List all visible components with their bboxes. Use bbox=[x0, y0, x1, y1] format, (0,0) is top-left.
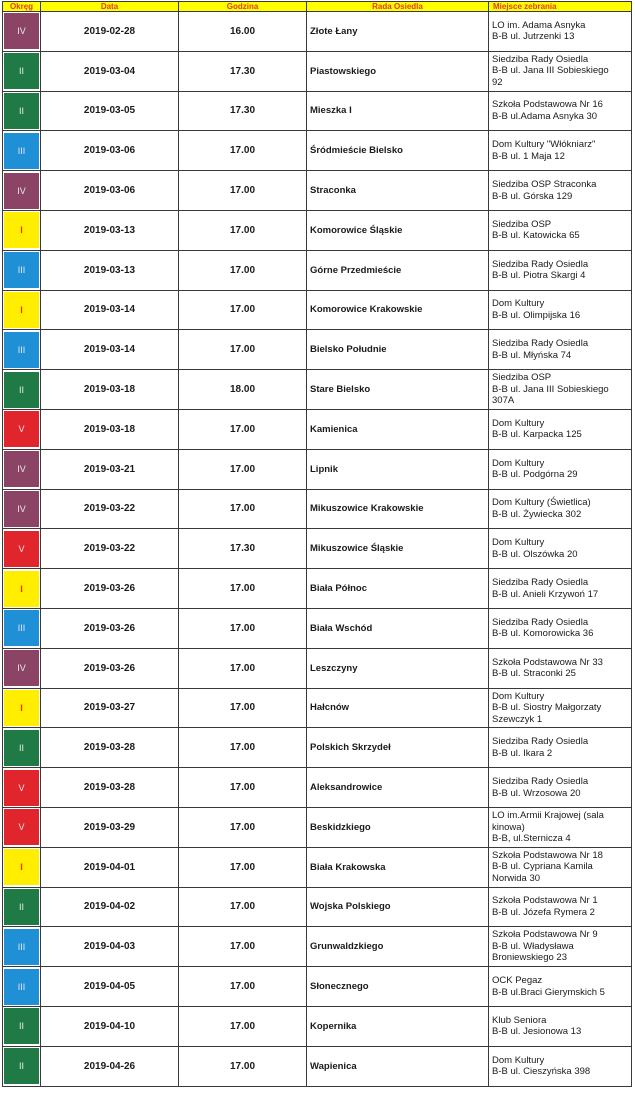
location-line: B-B ul. Podgórna 29 bbox=[492, 469, 578, 481]
location-line: Siedziba Rady Osiedla bbox=[492, 338, 589, 350]
location-cell bbox=[489, 847, 632, 887]
council-cell: Komorowice Śląskie bbox=[307, 210, 489, 250]
location-line: B-B ul. Piotra Skargi 4 bbox=[492, 270, 586, 282]
header-miejsce: Miejsce zebrania bbox=[489, 2, 632, 12]
district-cell bbox=[3, 370, 41, 410]
table-body bbox=[3, 12, 632, 1087]
location-cell bbox=[489, 967, 632, 1007]
date-cell: 2019-03-18 bbox=[41, 370, 179, 410]
location-line: B-B ul. Władysława bbox=[492, 940, 574, 952]
location-line: Siedziba Rady Osiedla bbox=[492, 616, 589, 628]
time-cell: 17.00 bbox=[179, 449, 307, 489]
location-cell bbox=[489, 409, 632, 449]
location-cell bbox=[489, 728, 632, 768]
location-line: B-B ul. Straconki 25 bbox=[492, 668, 576, 680]
location-line: Dom Kultury bbox=[492, 690, 545, 702]
location-line: Dom Kultury (Świetlica) bbox=[492, 497, 591, 509]
district-badge: V bbox=[4, 770, 39, 806]
location-line: Szkoła Podstawowa Nr 1 bbox=[492, 895, 598, 907]
time-cell: 17.00 bbox=[179, 967, 307, 1007]
table-row bbox=[3, 370, 632, 410]
location-line: B-B ul. Młyńska 74 bbox=[492, 349, 572, 361]
location-line: Dom Kultury bbox=[492, 298, 545, 310]
district-badge: III bbox=[4, 610, 39, 646]
district-badge: III bbox=[4, 252, 39, 288]
location-cell bbox=[489, 131, 632, 171]
time-cell: 17.30 bbox=[179, 529, 307, 569]
location-cell bbox=[489, 210, 632, 250]
location-cell bbox=[489, 91, 632, 131]
district-cell bbox=[3, 887, 41, 927]
location-line: B-B ul. Siostry Małgorzaty bbox=[492, 702, 602, 714]
location-line: B-B, ul.Sternicza 4 bbox=[492, 833, 571, 845]
date-cell: 2019-04-26 bbox=[41, 1046, 179, 1086]
date-cell: 2019-03-06 bbox=[41, 131, 179, 171]
district-cell bbox=[3, 449, 41, 489]
council-cell: Górne Przedmieście bbox=[307, 250, 489, 290]
district-badge: IV bbox=[4, 13, 39, 49]
location-line: B-B ul. Olimpijska 16 bbox=[492, 309, 581, 321]
location-line: B-B ul. Cieszyńska 398 bbox=[492, 1066, 591, 1078]
location-line: B-B ul. 1 Maja 12 bbox=[492, 150, 565, 162]
council-cell: Kamienica bbox=[307, 409, 489, 449]
time-cell: 17.00 bbox=[179, 569, 307, 609]
council-cell: Śródmieście Bielsko bbox=[307, 131, 489, 171]
district-cell bbox=[3, 171, 41, 211]
location-cell bbox=[489, 927, 632, 967]
date-cell: 2019-04-03 bbox=[41, 927, 179, 967]
time-cell: 18.00 bbox=[179, 370, 307, 410]
location-line: B-B ul. Józefa Rymera 2 bbox=[492, 906, 595, 918]
district-cell bbox=[3, 290, 41, 330]
table-row bbox=[3, 489, 632, 529]
table-header-row bbox=[3, 2, 632, 12]
table-row bbox=[3, 1046, 632, 1086]
district-badge: V bbox=[4, 411, 39, 447]
district-cell bbox=[3, 927, 41, 967]
table-row bbox=[3, 807, 632, 847]
district-cell bbox=[3, 529, 41, 569]
district-cell bbox=[3, 608, 41, 648]
location-line: Dom Kultury bbox=[492, 417, 545, 429]
location-cell bbox=[489, 250, 632, 290]
location-cell bbox=[489, 290, 632, 330]
district-cell bbox=[3, 807, 41, 847]
council-cell: Hałcnów bbox=[307, 688, 489, 728]
district-badge: I bbox=[4, 849, 39, 885]
date-cell: 2019-04-01 bbox=[41, 847, 179, 887]
district-badge: I bbox=[4, 571, 39, 607]
district-badge: II bbox=[4, 372, 39, 408]
time-cell: 17.00 bbox=[179, 489, 307, 529]
council-cell: Polskich Skrzydeł bbox=[307, 728, 489, 768]
district-cell bbox=[3, 1006, 41, 1046]
table-row bbox=[3, 91, 632, 131]
table-row bbox=[3, 51, 632, 91]
council-cell: Złote Łany bbox=[307, 12, 489, 52]
time-cell: 17.00 bbox=[179, 768, 307, 808]
location-cell bbox=[489, 330, 632, 370]
district-cell bbox=[3, 768, 41, 808]
table-row bbox=[3, 250, 632, 290]
location-line: Siedziba Rady Osiedla bbox=[492, 776, 589, 788]
location-line: Dom Kultury bbox=[492, 1054, 545, 1066]
time-cell: 17.00 bbox=[179, 728, 307, 768]
time-cell: 17.00 bbox=[179, 648, 307, 688]
date-cell: 2019-03-22 bbox=[41, 489, 179, 529]
date-cell: 2019-03-21 bbox=[41, 449, 179, 489]
table-row bbox=[3, 409, 632, 449]
header-godzina: Godzina bbox=[179, 2, 307, 12]
table-row bbox=[3, 449, 632, 489]
location-line: Dom Kultury "Włókniarz" bbox=[492, 139, 596, 151]
location-line: B-B ul. Jesionowa 13 bbox=[492, 1026, 582, 1038]
location-cell bbox=[489, 688, 632, 728]
district-cell bbox=[3, 91, 41, 131]
district-cell bbox=[3, 51, 41, 91]
district-cell bbox=[3, 569, 41, 609]
table-row bbox=[3, 171, 632, 211]
district-cell bbox=[3, 250, 41, 290]
location-line: LO im. Adama Asnyka bbox=[492, 19, 586, 31]
location-cell bbox=[489, 529, 632, 569]
location-line: B-B ul. Górska 129 bbox=[492, 190, 573, 202]
district-cell bbox=[3, 847, 41, 887]
location-line: Norwida 30 bbox=[492, 872, 541, 884]
location-cell bbox=[489, 449, 632, 489]
time-cell: 17.30 bbox=[179, 51, 307, 91]
location-line: Siedziba OSP bbox=[492, 218, 552, 230]
council-cell: Leszczyny bbox=[307, 648, 489, 688]
location-line: Dom Kultury bbox=[492, 457, 545, 469]
table-row bbox=[3, 967, 632, 1007]
location-line: B-B ul. Jana III Sobieskiego bbox=[492, 65, 609, 77]
table-row bbox=[3, 648, 632, 688]
time-cell: 17.00 bbox=[179, 688, 307, 728]
location-cell bbox=[489, 51, 632, 91]
district-cell bbox=[3, 1046, 41, 1086]
table-row bbox=[3, 927, 632, 967]
district-badge: III bbox=[4, 929, 39, 965]
time-cell: 16.00 bbox=[179, 12, 307, 52]
council-cell: Mieszka I bbox=[307, 91, 489, 131]
council-cell: Kopernika bbox=[307, 1006, 489, 1046]
time-cell: 17.00 bbox=[179, 290, 307, 330]
table-row bbox=[3, 887, 632, 927]
district-cell bbox=[3, 648, 41, 688]
date-cell: 2019-03-26 bbox=[41, 648, 179, 688]
table-row bbox=[3, 768, 632, 808]
council-cell: Biała Krakowska bbox=[307, 847, 489, 887]
location-cell bbox=[489, 768, 632, 808]
time-cell: 17.00 bbox=[179, 1006, 307, 1046]
date-cell: 2019-03-04 bbox=[41, 51, 179, 91]
location-line: Szkoła Podstawowa Nr 16 bbox=[492, 99, 603, 111]
district-cell bbox=[3, 12, 41, 52]
district-badge: IV bbox=[4, 451, 39, 487]
date-cell: 2019-03-26 bbox=[41, 608, 179, 648]
location-line: B-B ul. Katowicka 65 bbox=[492, 230, 580, 242]
date-cell: 2019-02-28 bbox=[41, 12, 179, 52]
location-line: Siedziba Rady Osiedla bbox=[492, 577, 589, 589]
location-line: B-B ul. Wrzosowa 20 bbox=[492, 787, 581, 799]
table-row bbox=[3, 569, 632, 609]
location-line: Siedziba OSP Straconka bbox=[492, 179, 597, 191]
council-cell: Wapienica bbox=[307, 1046, 489, 1086]
time-cell: 17.00 bbox=[179, 171, 307, 211]
time-cell: 17.30 bbox=[179, 91, 307, 131]
district-badge: II bbox=[4, 1048, 39, 1084]
table-row bbox=[3, 1006, 632, 1046]
location-cell bbox=[489, 887, 632, 927]
time-cell: 17.00 bbox=[179, 330, 307, 370]
council-cell: Komorowice Krakowskie bbox=[307, 290, 489, 330]
location-line: kinowa) bbox=[492, 821, 525, 833]
header-data: Data bbox=[41, 2, 179, 12]
district-badge: II bbox=[4, 53, 39, 89]
district-cell bbox=[3, 688, 41, 728]
location-cell bbox=[489, 807, 632, 847]
date-cell: 2019-03-22 bbox=[41, 529, 179, 569]
date-cell: 2019-03-14 bbox=[41, 290, 179, 330]
location-line: 307A bbox=[492, 395, 515, 407]
council-cell: Straconka bbox=[307, 171, 489, 211]
district-cell bbox=[3, 210, 41, 250]
district-badge: I bbox=[4, 292, 39, 328]
table-row bbox=[3, 12, 632, 52]
date-cell: 2019-03-18 bbox=[41, 409, 179, 449]
location-line: LO im.Armii Krajowej (sala bbox=[492, 810, 604, 822]
time-cell: 17.00 bbox=[179, 608, 307, 648]
district-badge: I bbox=[4, 690, 39, 726]
location-cell bbox=[489, 569, 632, 609]
council-cell: Słonecznego bbox=[307, 967, 489, 1007]
location-cell bbox=[489, 12, 632, 52]
location-line: B-B ul. Karpacka 125 bbox=[492, 429, 582, 441]
table-row bbox=[3, 608, 632, 648]
district-badge: IV bbox=[4, 173, 39, 209]
district-cell bbox=[3, 409, 41, 449]
table-row bbox=[3, 330, 632, 370]
council-cell: Stare Bielsko bbox=[307, 370, 489, 410]
header-rada: Rada Osiedla bbox=[307, 2, 489, 12]
time-cell: 17.00 bbox=[179, 927, 307, 967]
location-line: B-B ul. Ikara 2 bbox=[492, 747, 553, 759]
location-line: Siedziba OSP bbox=[492, 372, 552, 384]
time-cell: 17.00 bbox=[179, 1046, 307, 1086]
location-line: Siedziba Rady Osiedla bbox=[492, 736, 589, 748]
meetings-table bbox=[2, 1, 632, 1087]
location-line: Broniewskiego 23 bbox=[492, 952, 567, 964]
location-cell bbox=[489, 1046, 632, 1086]
district-badge: III bbox=[4, 133, 39, 169]
location-cell bbox=[489, 1006, 632, 1046]
council-cell: Mikuszowice Krakowskie bbox=[307, 489, 489, 529]
date-cell: 2019-03-13 bbox=[41, 250, 179, 290]
date-cell: 2019-03-26 bbox=[41, 569, 179, 609]
location-line: B-B ul. Anieli Krzywoń 17 bbox=[492, 588, 599, 600]
district-cell bbox=[3, 131, 41, 171]
time-cell: 17.00 bbox=[179, 847, 307, 887]
council-cell: Biała Północ bbox=[307, 569, 489, 609]
time-cell: 17.00 bbox=[179, 409, 307, 449]
location-line: Dom Kultury bbox=[492, 537, 545, 549]
time-cell: 17.00 bbox=[179, 887, 307, 927]
district-cell bbox=[3, 967, 41, 1007]
district-badge: IV bbox=[4, 491, 39, 527]
location-line: B-B ul. Jutrzenki 13 bbox=[492, 31, 575, 43]
council-cell: Grunwaldzkiego bbox=[307, 927, 489, 967]
district-badge: III bbox=[4, 332, 39, 368]
time-cell: 17.00 bbox=[179, 210, 307, 250]
date-cell: 2019-03-27 bbox=[41, 688, 179, 728]
location-line: Siedziba Rady Osiedla bbox=[492, 258, 589, 270]
date-cell: 2019-04-05 bbox=[41, 967, 179, 1007]
location-line: 92 bbox=[492, 76, 503, 88]
date-cell: 2019-04-02 bbox=[41, 887, 179, 927]
date-cell: 2019-03-28 bbox=[41, 768, 179, 808]
time-cell: 17.00 bbox=[179, 131, 307, 171]
table-row bbox=[3, 728, 632, 768]
district-badge: II bbox=[4, 889, 39, 925]
location-line: Szkoła Podstawowa Nr 33 bbox=[492, 656, 603, 668]
council-cell: Bielsko Południe bbox=[307, 330, 489, 370]
district-cell bbox=[3, 489, 41, 529]
district-cell bbox=[3, 728, 41, 768]
district-badge: II bbox=[4, 1008, 39, 1044]
date-cell: 2019-03-28 bbox=[41, 728, 179, 768]
district-badge: III bbox=[4, 969, 39, 1005]
location-line: B-B ul.Adama Asnyka 30 bbox=[492, 110, 598, 122]
time-cell: 17.00 bbox=[179, 250, 307, 290]
district-cell bbox=[3, 330, 41, 370]
header-okreg: Okręg bbox=[3, 2, 41, 12]
table-row bbox=[3, 529, 632, 569]
date-cell: 2019-03-14 bbox=[41, 330, 179, 370]
table-row bbox=[3, 131, 632, 171]
date-cell: 2019-03-05 bbox=[41, 91, 179, 131]
council-cell: Biała Wschód bbox=[307, 608, 489, 648]
location-cell bbox=[489, 608, 632, 648]
location-line: B-B ul. Cypriana Kamila bbox=[492, 861, 593, 873]
district-badge: IV bbox=[4, 650, 39, 686]
location-cell bbox=[489, 171, 632, 211]
table-row bbox=[3, 688, 632, 728]
location-line: B-B ul.Braci Gierymskich 5 bbox=[492, 986, 605, 998]
date-cell: 2019-03-29 bbox=[41, 807, 179, 847]
location-cell bbox=[489, 370, 632, 410]
council-cell: Lipnik bbox=[307, 449, 489, 489]
council-cell: Aleksandrowice bbox=[307, 768, 489, 808]
table-row bbox=[3, 210, 632, 250]
location-line: B-B ul. Jana III Sobieskiego bbox=[492, 383, 609, 395]
schedule-sheet bbox=[2, 1, 632, 1087]
council-cell: Beskidzkiego bbox=[307, 807, 489, 847]
table-row bbox=[3, 290, 632, 330]
location-line: Szewczyk 1 bbox=[492, 713, 543, 725]
location-line: Klub Seniora bbox=[492, 1014, 547, 1026]
location-line: OCK Pegaz bbox=[492, 975, 543, 987]
location-line: Siedziba Rady Osiedla bbox=[492, 53, 589, 65]
district-badge: II bbox=[4, 730, 39, 766]
location-line: B-B ul. Komorowicka 36 bbox=[492, 628, 594, 640]
council-cell: Wojska Polskiego bbox=[307, 887, 489, 927]
location-line: B-B ul. Olszówka 20 bbox=[492, 548, 578, 560]
location-line: B-B ul. Żywiecka 302 bbox=[492, 508, 582, 520]
district-badge: V bbox=[4, 531, 39, 567]
table-row bbox=[3, 847, 632, 887]
time-cell: 17.00 bbox=[179, 807, 307, 847]
location-line: Szkoła Podstawowa Nr 9 bbox=[492, 929, 598, 941]
location-line: Szkoła Podstawowa Nr 18 bbox=[492, 849, 603, 861]
date-cell: 2019-04-10 bbox=[41, 1006, 179, 1046]
council-cell: Mikuszowice Śląskie bbox=[307, 529, 489, 569]
date-cell: 2019-03-13 bbox=[41, 210, 179, 250]
district-badge: I bbox=[4, 212, 39, 248]
district-badge: II bbox=[4, 93, 39, 129]
location-cell bbox=[489, 489, 632, 529]
date-cell: 2019-03-06 bbox=[41, 171, 179, 211]
location-cell bbox=[489, 648, 632, 688]
council-cell: Piastowskiego bbox=[307, 51, 489, 91]
district-badge: V bbox=[4, 809, 39, 845]
